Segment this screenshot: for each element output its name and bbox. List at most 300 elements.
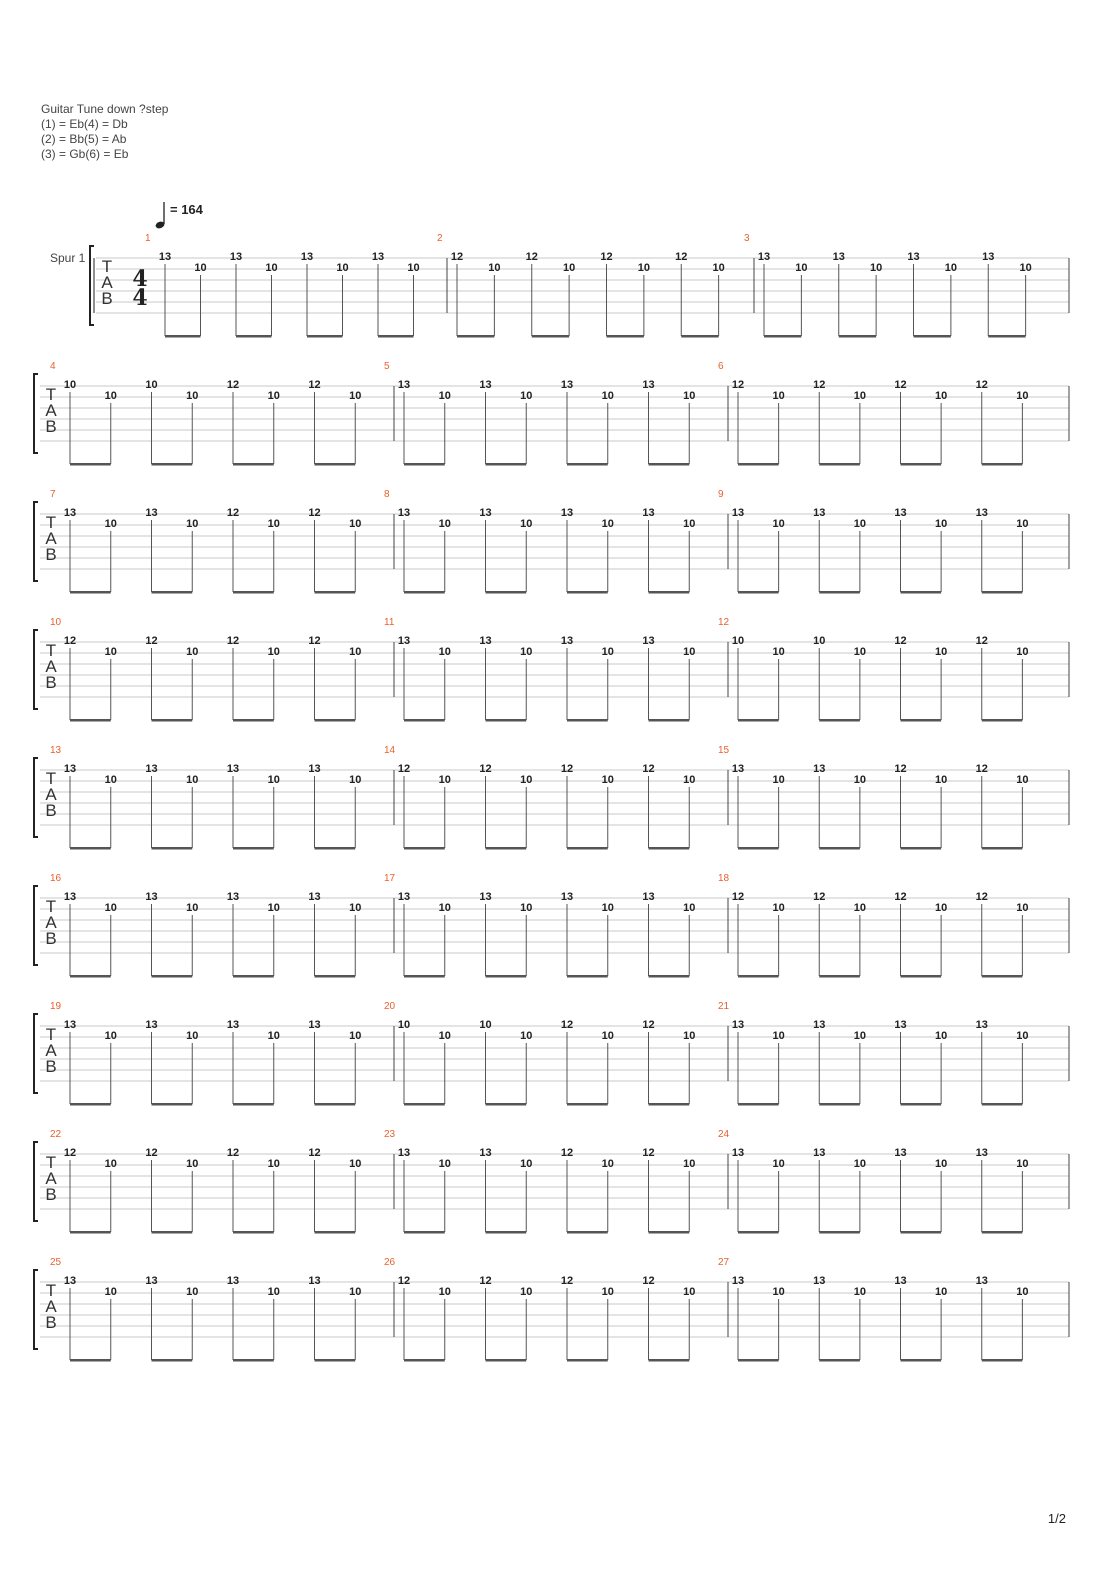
fret-number: 10: [520, 1030, 533, 1042]
note-beam: [567, 847, 608, 850]
note-beam: [819, 719, 860, 722]
note-beam: [982, 847, 1023, 850]
fret-number: 10: [870, 262, 883, 274]
fret-number: 10: [1016, 518, 1029, 530]
note-beam: [233, 719, 274, 722]
fret-number: 10: [349, 902, 362, 914]
fret-number: 10: [186, 902, 199, 914]
fret-number: 13: [226, 891, 240, 903]
fret-number: 13: [371, 251, 385, 263]
measure-number: 14: [384, 745, 396, 756]
fret-number: 10: [349, 1030, 362, 1042]
tab-clef-letter: B: [101, 289, 113, 308]
fret-number: 10: [438, 1158, 451, 1170]
note-beam: [152, 591, 193, 594]
fret-number: 10: [397, 1019, 411, 1031]
tab-clef-letter: A: [45, 1041, 57, 1060]
note-beam: [819, 975, 860, 978]
note-beam: [404, 847, 445, 850]
tab-clef-letter: T: [45, 1153, 57, 1172]
fret-number: 10: [267, 1158, 280, 1170]
note-beam: [233, 463, 274, 466]
fret-number: 13: [560, 507, 574, 519]
fret-number: 10: [1019, 262, 1032, 274]
fret-number: 13: [731, 1147, 745, 1159]
fret-number: 10: [601, 1030, 614, 1042]
fret-number: 12: [642, 1147, 655, 1159]
note-beam: [152, 975, 193, 978]
note-beam: [901, 975, 942, 978]
fret-number: 10: [267, 902, 280, 914]
system-bracket: [34, 1270, 38, 1349]
fret-number: 10: [438, 774, 451, 786]
fret-number: 10: [601, 902, 614, 914]
tab-clef-letter: B: [45, 1185, 57, 1204]
fret-number: 10: [601, 518, 614, 530]
fret-number: 10: [104, 902, 117, 914]
fret-number: 13: [560, 891, 574, 903]
fret-number: 12: [145, 1147, 158, 1159]
fret-number: 10: [772, 390, 785, 402]
fret-number: 12: [525, 251, 538, 263]
fret-number: 13: [975, 1275, 988, 1287]
fret-number: 10: [601, 1286, 614, 1298]
note-beam: [901, 591, 942, 594]
fret-number: 10: [683, 902, 696, 914]
note-beam: [819, 1103, 860, 1106]
note-beam: [233, 1359, 274, 1362]
fret-number: 10: [853, 774, 866, 786]
measure-number: 20: [384, 1001, 396, 1012]
fret-number: 13: [226, 1275, 240, 1287]
fret-number: 10: [683, 774, 696, 786]
fret-number: 13: [560, 635, 574, 647]
fret-number: 13: [642, 507, 655, 519]
fret-number: 10: [63, 379, 77, 391]
measure-number: 8: [384, 489, 390, 500]
fret-number: 10: [683, 1030, 696, 1042]
fret-number: 10: [349, 518, 362, 530]
fret-number: 13: [757, 251, 771, 263]
fret-number: 10: [520, 774, 533, 786]
fret-number: 10: [712, 262, 725, 274]
fret-number: 13: [731, 763, 745, 775]
fret-number: 12: [894, 763, 907, 775]
fret-number: 10: [104, 646, 117, 658]
note-beam: [649, 463, 690, 466]
fret-number: 12: [397, 1275, 411, 1287]
measure-number: 19: [50, 1001, 62, 1012]
fret-number: 13: [308, 891, 321, 903]
fret-number: 13: [229, 251, 243, 263]
note-beam: [486, 719, 527, 722]
fret-number: 10: [853, 390, 866, 402]
measure-number: 17: [384, 873, 396, 884]
fret-number: 10: [520, 1158, 533, 1170]
fret-number: 10: [772, 1030, 785, 1042]
note-beam: [486, 847, 527, 850]
note-beam: [738, 463, 779, 466]
fret-number: 13: [226, 1019, 240, 1031]
measure-number: 23: [384, 1129, 396, 1140]
fret-number: 13: [894, 1019, 907, 1031]
fret-number: 12: [642, 1019, 655, 1031]
note-beam: [152, 1231, 193, 1234]
fret-number: 10: [186, 518, 199, 530]
note-beam: [738, 1359, 779, 1362]
fret-number: 12: [975, 763, 988, 775]
fret-number: 13: [731, 507, 745, 519]
note-beam: [567, 719, 608, 722]
note-beam: [486, 1231, 527, 1234]
fret-number: 10: [479, 1019, 492, 1031]
fret-number: 10: [349, 1286, 362, 1298]
system-bracket: [34, 758, 38, 837]
fret-number: 10: [438, 646, 451, 658]
fret-number: 13: [894, 1275, 907, 1287]
fret-number: 12: [308, 1147, 321, 1159]
fret-number: 13: [479, 891, 492, 903]
fret-number: 13: [145, 891, 158, 903]
fret-number: 10: [1016, 390, 1029, 402]
note-beam: [982, 975, 1023, 978]
note-beam: [819, 1231, 860, 1234]
fret-number: 10: [186, 1286, 199, 1298]
note-beam: [404, 591, 445, 594]
fret-number: 10: [267, 774, 280, 786]
fret-number: 13: [813, 1275, 826, 1287]
fret-number: 10: [265, 262, 278, 274]
tab-clef-letter: T: [45, 1281, 57, 1300]
fret-number: 10: [853, 1286, 866, 1298]
fret-number: 12: [226, 1147, 240, 1159]
tab-clef-letter: T: [45, 641, 57, 660]
fret-number: 13: [397, 635, 411, 647]
note-beam: [819, 1359, 860, 1362]
note-beam: [649, 591, 690, 594]
fret-number: 10: [683, 1286, 696, 1298]
fret-number: 10: [194, 262, 207, 274]
fret-number: 10: [438, 902, 451, 914]
fret-number: 13: [975, 507, 988, 519]
fret-number: 10: [683, 390, 696, 402]
page-number: 1/2: [1047, 1511, 1066, 1526]
note-beam: [233, 1231, 274, 1234]
fret-number: 10: [772, 1286, 785, 1298]
tab-clef-letter: T: [45, 1025, 57, 1044]
fret-number: 10: [186, 1030, 199, 1042]
fret-number: 13: [479, 507, 492, 519]
note-beam: [152, 719, 193, 722]
note-beam: [152, 847, 193, 850]
fret-number: 13: [63, 507, 77, 519]
fret-number: 12: [308, 507, 321, 519]
tab-clef-letter: T: [45, 769, 57, 788]
note-beam: [378, 335, 414, 338]
fret-number: 12: [731, 891, 745, 903]
fret-number: 10: [683, 646, 696, 658]
fret-number: 13: [731, 1019, 745, 1031]
fret-number: 10: [935, 774, 948, 786]
fret-number: 12: [894, 379, 907, 391]
measure-number: 24: [718, 1129, 730, 1140]
fret-number: 12: [479, 763, 492, 775]
fret-number: 13: [975, 1019, 988, 1031]
note-beam: [819, 847, 860, 850]
time-signature-numerator: 4: [132, 266, 148, 292]
note-beam: [839, 335, 876, 338]
tab-clef-letter: A: [45, 1169, 57, 1188]
fret-number: 10: [601, 1158, 614, 1170]
fret-number: 13: [145, 1275, 158, 1287]
fret-number: 10: [438, 390, 451, 402]
note-beam: [70, 1103, 111, 1106]
note-beam: [70, 975, 111, 978]
fret-number: 13: [397, 379, 411, 391]
tuning-line: (2) = Bb(5) = Ab: [41, 132, 127, 146]
time-signature-denominator: 4: [132, 285, 148, 311]
tempo-text: = 164: [170, 202, 203, 217]
tuning-line: (1) = Eb(4) = Db: [41, 117, 128, 131]
fret-number: 13: [642, 379, 655, 391]
fret-number: 13: [145, 763, 158, 775]
note-beam: [315, 719, 356, 722]
fret-number: 10: [1016, 1158, 1029, 1170]
fret-number: 13: [907, 251, 920, 263]
measure-number: 27: [718, 1257, 730, 1268]
fret-number: 10: [731, 635, 745, 647]
fret-number: 12: [308, 635, 321, 647]
note-beam: [165, 335, 201, 338]
note-beam: [982, 719, 1023, 722]
tab-clef-letter: A: [45, 913, 57, 932]
fret-number: 12: [600, 251, 613, 263]
fret-number: 13: [982, 251, 995, 263]
note-beam: [764, 335, 801, 338]
fret-number: 13: [397, 507, 411, 519]
system-bracket: [34, 1142, 38, 1221]
fret-number: 13: [642, 891, 655, 903]
fret-number: 10: [407, 262, 420, 274]
note-beam: [486, 1359, 527, 1362]
fret-number: 10: [520, 518, 533, 530]
tuning-title: Guitar Tune down ?step: [41, 102, 169, 116]
fret-number: 10: [186, 1158, 199, 1170]
fret-number: 10: [935, 1286, 948, 1298]
note-beam: [649, 1103, 690, 1106]
tuning-line: (3) = Gb(6) = Eb: [41, 147, 129, 161]
fret-number: 12: [226, 635, 240, 647]
fret-number: 10: [267, 1030, 280, 1042]
fret-number: 12: [642, 763, 655, 775]
fret-number: 10: [935, 1030, 948, 1042]
fret-number: 13: [813, 1019, 826, 1031]
note-beam: [233, 975, 274, 978]
fret-number: 12: [894, 635, 907, 647]
note-beam: [681, 335, 718, 338]
tab-clef-letter: B: [45, 545, 57, 564]
note-beam: [649, 719, 690, 722]
fret-number: 10: [772, 902, 785, 914]
system-bracket: [34, 886, 38, 965]
note-beam: [982, 1103, 1023, 1106]
fret-number: 12: [479, 1275, 492, 1287]
fret-number: 10: [520, 390, 533, 402]
fret-number: 10: [104, 1286, 117, 1298]
note-beam: [819, 591, 860, 594]
fret-number: 13: [813, 507, 826, 519]
fret-number: 12: [975, 891, 988, 903]
fret-number: 13: [560, 379, 574, 391]
fret-number: 13: [397, 891, 411, 903]
tab-clef-letter: B: [45, 417, 57, 436]
note-beam: [152, 1359, 193, 1362]
measure-number: 2: [437, 233, 443, 244]
tab-clef-letter: B: [45, 1313, 57, 1332]
note-beam: [649, 1231, 690, 1234]
fret-number: 10: [1016, 774, 1029, 786]
fret-number: 10: [104, 1030, 117, 1042]
note-beam: [307, 335, 343, 338]
tab-clef-letter: A: [45, 401, 57, 420]
note-beam: [486, 975, 527, 978]
fret-number: 12: [63, 1147, 77, 1159]
system-bracket: [34, 1014, 38, 1093]
note-beam: [738, 975, 779, 978]
fret-number: 12: [731, 379, 745, 391]
fret-number: 12: [145, 635, 158, 647]
tab-clef-letter: A: [101, 273, 113, 292]
fret-number: 10: [853, 1030, 866, 1042]
note-beam: [738, 591, 779, 594]
note-beam: [486, 591, 527, 594]
note-beam: [649, 975, 690, 978]
fret-number: 10: [813, 635, 826, 647]
note-beam: [315, 1103, 356, 1106]
note-beam: [315, 1231, 356, 1234]
fret-number: 12: [560, 763, 574, 775]
note-beam: [567, 975, 608, 978]
note-beam: [901, 719, 942, 722]
note-beam: [567, 1103, 608, 1106]
fret-number: 10: [186, 774, 199, 786]
measure-number: 15: [718, 745, 730, 756]
fret-number: 10: [520, 1286, 533, 1298]
measure-number: 1: [145, 233, 151, 244]
note-beam: [988, 335, 1025, 338]
note-beam: [982, 1231, 1023, 1234]
measure-number: 18: [718, 873, 730, 884]
fret-number: 10: [795, 262, 808, 274]
fret-number: 12: [642, 1275, 655, 1287]
fret-number: 10: [349, 774, 362, 786]
note-beam: [738, 1231, 779, 1234]
fret-number: 12: [63, 635, 77, 647]
measure-number: 12: [718, 617, 730, 628]
note-beam: [70, 591, 111, 594]
fret-number: 10: [1016, 902, 1029, 914]
fret-number: 10: [853, 518, 866, 530]
fret-number: 10: [772, 646, 785, 658]
fret-number: 12: [397, 763, 411, 775]
note-beam: [486, 463, 527, 466]
fret-number: 10: [267, 518, 280, 530]
note-beam: [315, 975, 356, 978]
note-beam: [152, 463, 193, 466]
note-beam: [982, 463, 1023, 466]
fret-number: 12: [308, 379, 321, 391]
fret-number: 10: [853, 1158, 866, 1170]
measure-number: 22: [50, 1129, 62, 1140]
fret-number: 10: [438, 518, 451, 530]
fret-number: 10: [267, 390, 280, 402]
fret-number: 10: [944, 262, 957, 274]
fret-number: 10: [520, 902, 533, 914]
note-beam: [982, 591, 1023, 594]
fret-number: 10: [601, 646, 614, 658]
note-beam: [567, 463, 608, 466]
note-beam: [567, 591, 608, 594]
measure-number: 7: [50, 489, 56, 500]
measure-number: 26: [384, 1257, 396, 1268]
fret-number: 13: [63, 1275, 77, 1287]
fret-number: 13: [145, 1019, 158, 1031]
tab-clef-letter: B: [45, 801, 57, 820]
fret-number: 13: [894, 507, 907, 519]
measure-number: 11: [384, 617, 395, 628]
fret-number: 10: [683, 1158, 696, 1170]
fret-number: 10: [438, 1030, 451, 1042]
note-beam: [607, 335, 644, 338]
fret-number: 12: [560, 1019, 574, 1031]
fret-number: 10: [1016, 1286, 1029, 1298]
fret-number: 10: [772, 518, 785, 530]
note-beam: [901, 1359, 942, 1362]
fret-number: 13: [832, 251, 845, 263]
system-bracket: [34, 630, 38, 709]
fret-number: 12: [675, 251, 688, 263]
note-beam: [532, 335, 569, 338]
note-beam: [404, 463, 445, 466]
tab-clef-letter: B: [45, 1057, 57, 1076]
fret-number: 13: [308, 1019, 321, 1031]
fret-number: 13: [813, 1147, 826, 1159]
note-beam: [404, 1103, 445, 1106]
fret-number: 10: [935, 1158, 948, 1170]
note-beam: [70, 463, 111, 466]
fret-number: 10: [267, 1286, 280, 1298]
measure-number: 5: [384, 361, 390, 372]
fret-number: 10: [601, 774, 614, 786]
note-beam: [649, 1359, 690, 1362]
measure-number: 9: [718, 489, 724, 500]
fret-number: 12: [813, 891, 826, 903]
fret-number: 10: [104, 1158, 117, 1170]
fret-number: 10: [772, 1158, 785, 1170]
note-beam: [567, 1359, 608, 1362]
note-beam: [901, 1103, 942, 1106]
system-bracket: [90, 246, 94, 325]
note-beam: [70, 1359, 111, 1362]
fret-number: 12: [894, 891, 907, 903]
note-beam: [901, 847, 942, 850]
fret-number: 10: [520, 646, 533, 658]
fret-number: 10: [267, 646, 280, 658]
fret-number: 13: [226, 763, 240, 775]
tab-clef-letter: T: [45, 897, 57, 916]
fret-number: 10: [853, 902, 866, 914]
fret-number: 10: [104, 390, 117, 402]
